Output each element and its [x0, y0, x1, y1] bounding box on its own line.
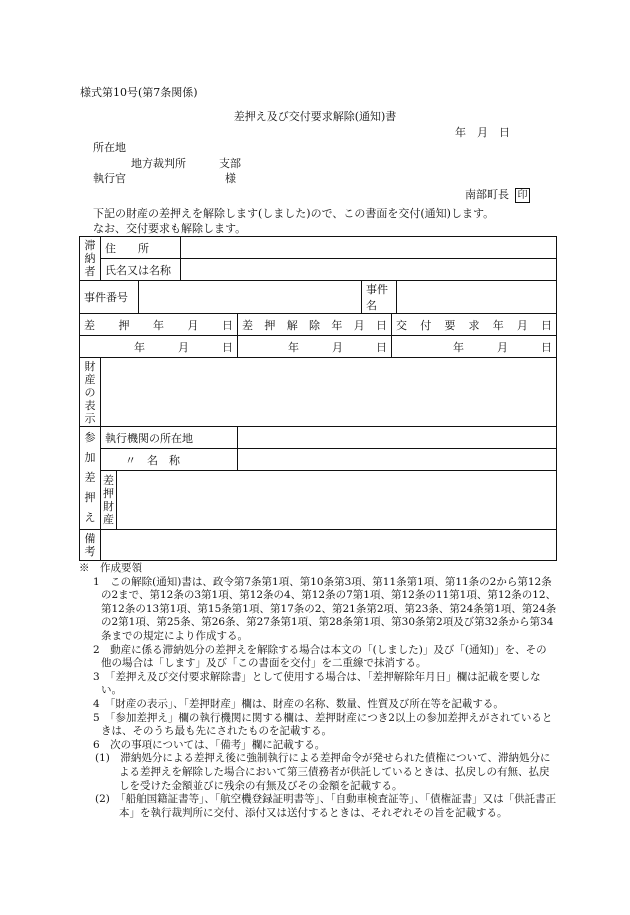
issuer-name: 南部町長	[465, 188, 509, 201]
agency-name-label: 〃 名 称	[101, 449, 238, 471]
case-number-field[interactable]	[139, 281, 362, 314]
agency-location-field[interactable]	[238, 427, 557, 449]
name-label: 氏名又は名称	[101, 259, 181, 281]
address-field[interactable]	[181, 237, 557, 259]
intro-line-2: なお、交付要求も解除します。	[93, 222, 247, 235]
participation-label: 参加差押え	[80, 427, 101, 530]
demand-date-field[interactable]: 年 月 日	[392, 336, 557, 358]
instruction-item: 2 動産に係る滞納処分の差押えを解除する場合は本文の「(しました)」及び「(通知)」を、その他の場合は「します」及び「この書面を交付」を二重線で抹消する。	[93, 643, 547, 670]
release-date-field[interactable]: 年 月 日	[238, 336, 392, 358]
seizure-date-field[interactable]: 年 月 日	[80, 336, 238, 358]
seizure-date-label: 差押年月日	[80, 314, 238, 336]
release-date-label: 差押解除年月日	[238, 314, 392, 336]
issuer	[465, 186, 530, 203]
agency-location-label: 執行機関の所在地	[101, 427, 238, 449]
instructions	[79, 562, 557, 820]
addressee-court: 地方裁判所 支部	[131, 157, 241, 170]
form-number: 様式第10号(第7条関係)	[80, 86, 198, 99]
instructions-heading: ※ 作成要領	[79, 562, 142, 574]
instruction-item: 5 「参加差押え」欄の執行機関に関する欄は、差押財産につき2以上の参加差押えがされているときは、そのうち最も先にされたものを記載する。	[93, 711, 553, 738]
property-field[interactable]	[101, 358, 557, 427]
addressee-location: 所在地	[93, 141, 126, 154]
case-number-label: 事件番号	[80, 281, 139, 314]
remarks-field[interactable]	[101, 530, 557, 561]
agency-name-field[interactable]	[238, 449, 557, 471]
instruction-item: 1 この解除(通知)書は、政令第7条第1項、第10条第3項、第11条第1項、第11条の2から第12条の2まで、第12条の3第1項、第12条の4、第12条の7第1項、第12条の11第1項、第12条の12、第12条の13第1項、第15条第1項、第17条の2、第21条第2項、第23条、第24条第1項、第24条の2第1項、第25条、第26条、第27条第1項、第28条第1項、第30条第2項及び第32条から第34条までの規定により作成する。	[93, 575, 557, 642]
date-line: 年 月 日	[455, 126, 510, 139]
intro-line-1: 下記の財産の差押えを解除します(しました)ので、この書面を交付(通知)します。	[93, 207, 495, 220]
seized-property-field[interactable]	[117, 471, 557, 530]
instruction-item: 3 「差押え及び交付要求解除書」として使用する場合は、「差押解除年月日」欄は記載を要しない。	[93, 670, 541, 697]
instruction-sub-item: (1) 滞納処分による差押え後に強制執行による差押命令が発せられた債権について、滞納処分による差押えを解除した場合において第三債務者が供託しているときは、払戻しの有無、払戻しを受けた金額並びに残余の有無及びその金額を記載する。	[95, 752, 551, 792]
delinquent-label: 滞納者	[80, 237, 101, 281]
addressee-officer: 執行官 様	[93, 172, 236, 185]
case-name-label: 事件名	[362, 281, 397, 314]
case-name-field[interactable]	[397, 281, 557, 314]
seized-property-label: 差押財産	[101, 471, 117, 530]
instruction-item: 4 「財産の表示」、「差押財産」欄は、財産の名称、数量、性質及び所在等を記載する。	[93, 697, 504, 710]
name-field[interactable]	[181, 259, 557, 281]
seal-mark: 印	[515, 188, 530, 203]
form-table	[79, 236, 557, 561]
demand-date-label: 交付要求年月日	[392, 314, 557, 336]
property-label: 財産の表示	[80, 358, 101, 427]
instruction-item: 6 次の事項については、「備考」欄に記載する。	[93, 738, 326, 751]
document-title: 差押え及び交付要求解除(通知)書	[233, 110, 397, 123]
remarks-label: 備考	[80, 530, 101, 561]
instruction-sub-item: (2) 「船舶国籍証書等」、「航空機登録証明書等」、「自動車検査証等」、「債権証書」又は「供託書正本」を執行裁判所に交付、添付又は送付するときは、それぞれその旨を記載する。	[95, 793, 557, 819]
address-label: 住 所	[101, 237, 181, 259]
